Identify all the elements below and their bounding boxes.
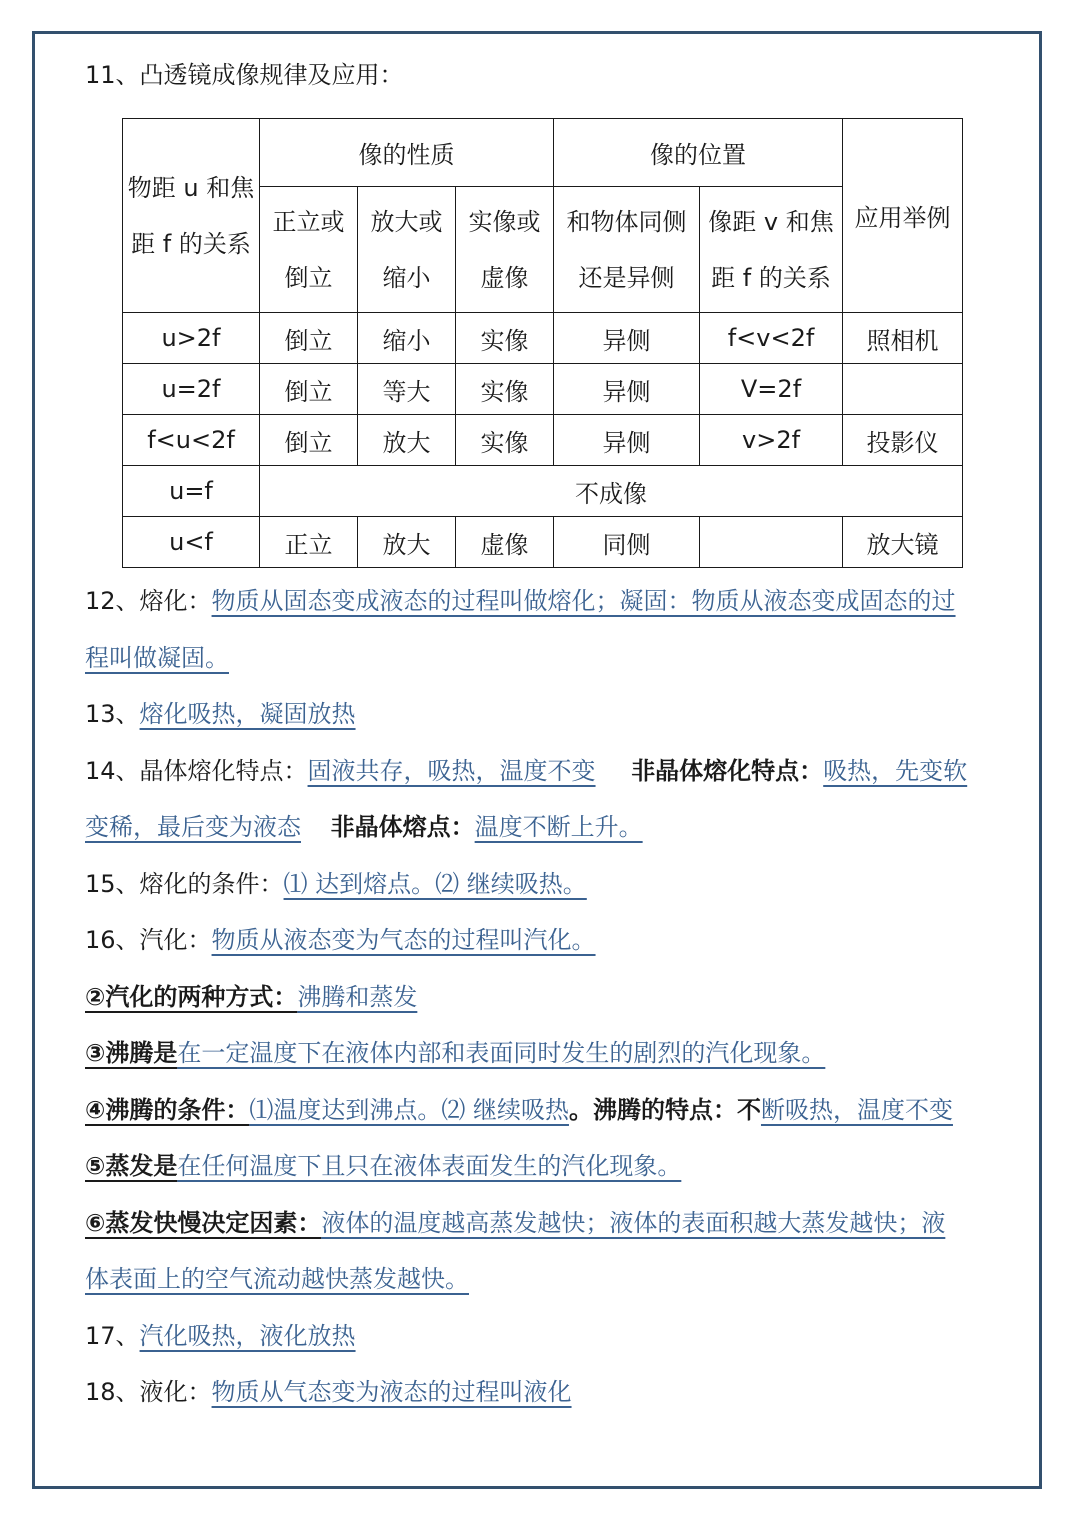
table-row: u=2f 倒立 等大 实像 异侧 V=2f (123, 364, 963, 415)
header-image-position: 像的位置 (554, 119, 843, 187)
item-12-cont: 程叫做凝固。 (85, 644, 229, 672)
convex-lens-table (122, 118, 963, 568)
item-16: 16、汽化：物质从液态变为气态的过程叫汽化。 (85, 926, 596, 954)
item-12: 12、熔化：物质从固态变成液态的过程叫做熔化；凝固：物质从液态变成固态的过 (85, 587, 956, 615)
item-16-4: ④沸腾的条件：⑴温度达到沸点。⑵ 继续吸热。沸腾的特点：不断吸热，温度不变 (85, 1096, 953, 1124)
header-upright: 正立或 倒立 (260, 187, 358, 313)
header-size: 放大或 缩小 (358, 187, 456, 313)
header-application: 应用举例 (843, 119, 963, 313)
item-18: 18、液化：物质从气态变为液态的过程叫液化 (85, 1378, 572, 1406)
table-row: u<f 正立 放大 虚像 同侧 放大镜 (123, 517, 963, 568)
table-row: u=f 不成像 (123, 466, 963, 517)
item-13: 13、熔化吸热，凝固放热 (85, 700, 356, 728)
item-16-5: ⑤蒸发是在任何温度下且只在液体表面发生的汽化现象。 (85, 1152, 682, 1180)
header-real: 实像或 虚像 (456, 187, 554, 313)
item-16-6-cont: 体表面上的空气流动越快蒸发越快。 (85, 1265, 469, 1293)
header-side: 和物体同侧 还是异侧 (554, 187, 700, 313)
table-row: f<u<2f 倒立 放大 实像 异侧 v>2f 投影仪 (123, 415, 963, 466)
table-row: u>2f 倒立 缩小 实像 异侧 f<v<2f 照相机 (123, 313, 963, 364)
item-14: 14、晶体熔化特点：固液共存，吸热，温度不变 非晶体熔化特点：吸热，先变软 (85, 757, 968, 785)
item-17: 17、汽化吸热，液化放热 (85, 1322, 356, 1350)
item-16-2: ②汽化的两种方式：沸腾和蒸发 (85, 983, 418, 1011)
section-title: 11、凸透镜成像规律及应用： (85, 61, 404, 89)
header-v: 像距 v 和焦 距 f 的关系 (700, 187, 843, 313)
header-relation: 物距 u 和焦 距 f 的关系 (123, 119, 260, 313)
item-16-6: ⑥蒸发快慢决定因素：液体的温度越高蒸发越快；液体的表面积越大蒸发越快；液 (85, 1209, 946, 1237)
item-15: 15、熔化的条件：⑴ 达到熔点。⑵ 继续吸热。 (85, 870, 587, 898)
header-image-nature: 像的性质 (260, 119, 554, 187)
item-16-3: ③沸腾是在一定温度下在液体内部和表面同时发生的剧烈的汽化现象。 (85, 1039, 826, 1067)
item-14-cont: 变稀，最后变为液态 非晶体熔点：温度不断上升。 (85, 813, 643, 841)
